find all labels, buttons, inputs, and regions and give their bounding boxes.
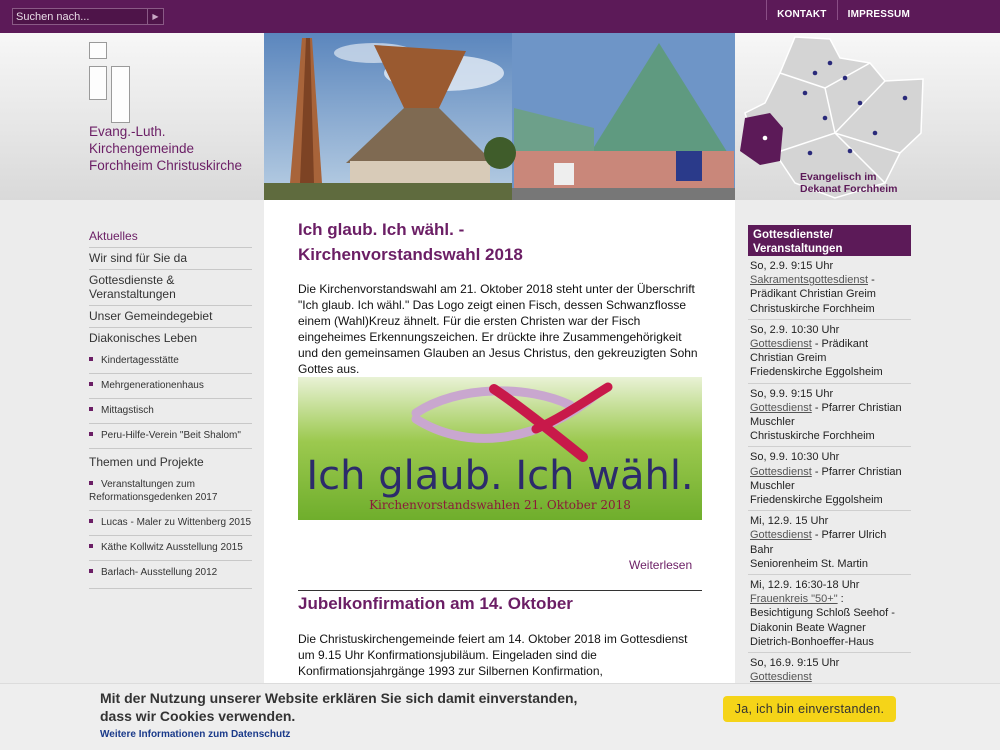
events-heading-line: Veranstaltungen: [753, 243, 843, 255]
nav-subitem-label: Kindertagesstätte: [101, 355, 179, 366]
nav-item-gottesdienste[interactable]: Gottesdienste & Veranstaltungen: [89, 270, 252, 306]
event-item: [748, 575, 911, 653]
events-heading: [748, 225, 911, 256]
kv-wahl-banner-svg: [298, 377, 702, 520]
map-caption: [800, 171, 897, 195]
bullet-icon: [89, 357, 93, 361]
bullet-icon: [89, 407, 93, 411]
event-link[interactable]: Frauenkreis "50+": [750, 593, 838, 606]
nav-subitem-kollwitz[interactable]: [89, 536, 252, 561]
nav-subitem-kindertagesstaette[interactable]: [89, 349, 252, 374]
event-link-suffix: :: [837, 593, 844, 606]
event-item: [748, 320, 911, 384]
church-name-line: Evang.-Luth.: [89, 124, 166, 139]
event-list: [748, 256, 911, 703]
arrow-right-icon: ▶: [152, 12, 159, 21]
event-detail: Christuskirche Forchheim: [750, 430, 875, 443]
event-title-line: [750, 592, 909, 606]
main-content: [264, 200, 735, 750]
event-link-suffix: - Pfarrer Ulrich: [811, 529, 887, 542]
article-title-line: Kirchenvorstandswahl 2018: [298, 245, 523, 264]
privacy-info-link[interactable]: Weitere Informationen zum Datenschutz: [100, 729, 291, 740]
weiterlesen-link[interactable]: Weiterlesen: [629, 558, 693, 572]
event-date: So, 16.9. 9:15 Uhr: [750, 657, 840, 670]
event-item: [748, 256, 911, 320]
nav-subitem-label: Peru-Hilfe-Verein "Beit Shalom": [101, 430, 241, 441]
event-item: [748, 384, 911, 448]
nav-subitem-label: Mittagstisch: [101, 405, 154, 416]
article-text: Die Christuskirchengemeinde feiert am 14. Oktober 2018 im Gottesdienst um 9.15 Uhr Konfirmationsjubiläum. Eingeladen sind die Konfirmationsjahrgänge 1993 zur Silbernen Konfirmation,: [298, 632, 688, 678]
event-link-suffix: - Pfarrer Christian: [811, 465, 902, 478]
bullet-icon: [89, 519, 93, 523]
event-title-line: [750, 465, 909, 479]
cookie-message: [100, 689, 580, 725]
event-detail: Christuskirche Forchheim: [750, 302, 875, 315]
nav-subitem-label: Barlach- Ausstellung 2012: [101, 567, 218, 578]
nav-item-themen-projekte[interactable]: Themen und Projekte: [89, 455, 204, 469]
kontakt-link[interactable]: KONTAKT: [766, 0, 837, 20]
nav-subitem-label: Mehrgenerationenhaus: [101, 380, 204, 391]
churches-photo-svg: [264, 33, 735, 200]
churches-header-photo: [264, 33, 735, 200]
top-bar: [0, 0, 1000, 33]
event-title-line: [750, 337, 909, 351]
nav-item-gemeindegebiet[interactable]: Unser Gemeindegebiet: [89, 306, 252, 328]
cookie-message-line: Mit der Nutzung unserer Website erklären Sie sich damit einverstanden,: [100, 690, 578, 706]
nav-subitem-barlach[interactable]: [89, 561, 252, 589]
site-header: [0, 33, 1000, 200]
left-navigation: [89, 226, 252, 589]
events-heading-line: Gottesdienste/: [753, 229, 833, 241]
bullet-icon: [89, 569, 93, 573]
bullet-icon: [89, 382, 93, 386]
article-title-line: Ich glaub. Ich wähl. -: [298, 220, 465, 239]
nav-item-aktuelles[interactable]: Aktuelles: [89, 226, 252, 248]
event-detail: Muschler: [750, 479, 795, 492]
nav-subitem-label: Veranstaltungen zum Reformationsgedenken 2017: [89, 479, 218, 503]
event-title-line: [750, 401, 909, 415]
banner-subline: Kirchenvorstandswahlen 21. Oktober 2018: [369, 498, 631, 512]
bullet-icon: [89, 432, 93, 436]
top-navigation: [766, 0, 920, 24]
cookie-accept-button[interactable]: Ja, ich bin einverstanden.: [723, 696, 896, 722]
nav-subitem-label: Käthe Kollwitz Ausstellung 2015: [101, 542, 243, 553]
church-name-line: Forchheim Christuskirche: [89, 158, 243, 173]
event-link[interactable]: Gottesdienst: [750, 338, 812, 351]
bullet-icon: [89, 544, 93, 548]
event-detail: Dietrich-Bonhoeffer-Haus: [750, 635, 874, 648]
event-date: So, 9.9. 9:15 Uhr: [750, 387, 834, 400]
church-name[interactable]: [89, 123, 264, 174]
event-link-suffix: - Pfarrer Christian: [811, 401, 902, 414]
event-detail: Diakonin Beate Wagner: [750, 621, 866, 634]
event-title-line: [750, 528, 909, 542]
event-date: Mi, 12.9. 16:30-18 Uhr: [750, 579, 860, 592]
logo-bar-right: [111, 66, 130, 123]
nav-item-wir-sind-da[interactable]: Wir sind für Sie da: [89, 248, 252, 270]
event-date: Mi, 12.9. 15 Uhr: [750, 515, 829, 528]
nav-subitem-peru-hilfe[interactable]: [89, 424, 252, 449]
event-item: [748, 511, 911, 575]
church-name-line: Kirchengemeinde: [89, 141, 195, 156]
map-caption-line: Evangelisch im: [800, 171, 877, 183]
nav-subitem-lucas[interactable]: [89, 511, 252, 536]
event-detail: Friedenskirche Eggolsheim: [750, 366, 883, 379]
event-link[interactable]: Gottesdienst: [750, 529, 812, 542]
event-link-suffix: - Prädikant: [811, 338, 869, 351]
logo-bar-left: [89, 66, 107, 100]
nav-subitem-reformationsgedenken[interactable]: [89, 473, 252, 511]
search-submit-button[interactable]: [147, 9, 163, 24]
event-detail: Bahr: [750, 543, 774, 556]
nav-item-diakonisches-leben[interactable]: Diakonisches Leben: [89, 331, 198, 345]
event-title-line: [750, 273, 909, 287]
article-title[interactable]: [298, 217, 708, 267]
nav-subitem-label: Lucas - Maler zu Wittenberg 2015: [101, 517, 252, 528]
event-link[interactable]: Sakramentsgottesdienst: [750, 274, 869, 287]
banner-headline: Ich glaub. Ich wähl.: [306, 453, 694, 499]
kv-wahl-banner[interactable]: [298, 377, 702, 520]
nav-subitem-mehrgenerationenhaus[interactable]: [89, 374, 252, 399]
search-input[interactable]: [13, 9, 147, 24]
map-caption-line: Dekanat Forchheim: [800, 183, 898, 195]
article-title[interactable]: Jubelkonfirmation am 14. Oktober: [298, 594, 573, 613]
event-link-suffix: -: [868, 274, 875, 287]
nav-subitem-mittagstisch[interactable]: [89, 399, 252, 424]
event-date: So, 2.9. 9:15 Uhr: [750, 260, 834, 272]
bullet-icon: [89, 481, 93, 485]
events-sidebar: [748, 225, 911, 703]
event-date: So, 9.9. 10:30 Uhr: [750, 451, 840, 464]
impressum-link[interactable]: IMPRESSUM: [837, 0, 920, 20]
event-link[interactable]: Gottesdienst: [750, 671, 812, 684]
event-detail: Prädikant Christian Greim: [750, 288, 876, 301]
article-text: Die Kirchenvorstandswahl am 21. Oktober 2018 steht unter der Überschrift "Ich glaub. Ich wähl." Das Logo zeigt einen Fisch, dessen Schwanzflosse einem (Wahl)Kreuz ähnelt. Für die ersten Christen war der Fisch eingeheimes Erkennungszeichen. Er drückte ihre Zusammengehörigkeit und den gemeinsamen Glauben an Jesus Christus, den gekreuzigten Sohn Gottes aus.: [298, 282, 698, 376]
event-detail: Friedenskirche Eggolsheim: [750, 494, 883, 507]
event-detail: Christian Greim: [750, 352, 827, 365]
event-item: [748, 447, 911, 511]
event-link[interactable]: Gottesdienst: [750, 401, 812, 414]
event-detail: Besichtigung Schloß Seehof -: [750, 607, 895, 620]
event-date: So, 2.9. 10:30 Uhr: [750, 323, 840, 336]
event-detail: Muschler: [750, 416, 795, 429]
event-detail: Seniorenheim St. Martin: [750, 557, 868, 570]
cookie-banner: [0, 683, 1000, 750]
event-link[interactable]: Gottesdienst: [750, 465, 812, 478]
cookie-message-line: dass wir Cookies verwenden.: [100, 708, 296, 724]
logo-square-top: [89, 42, 107, 59]
search-box: [12, 8, 164, 25]
